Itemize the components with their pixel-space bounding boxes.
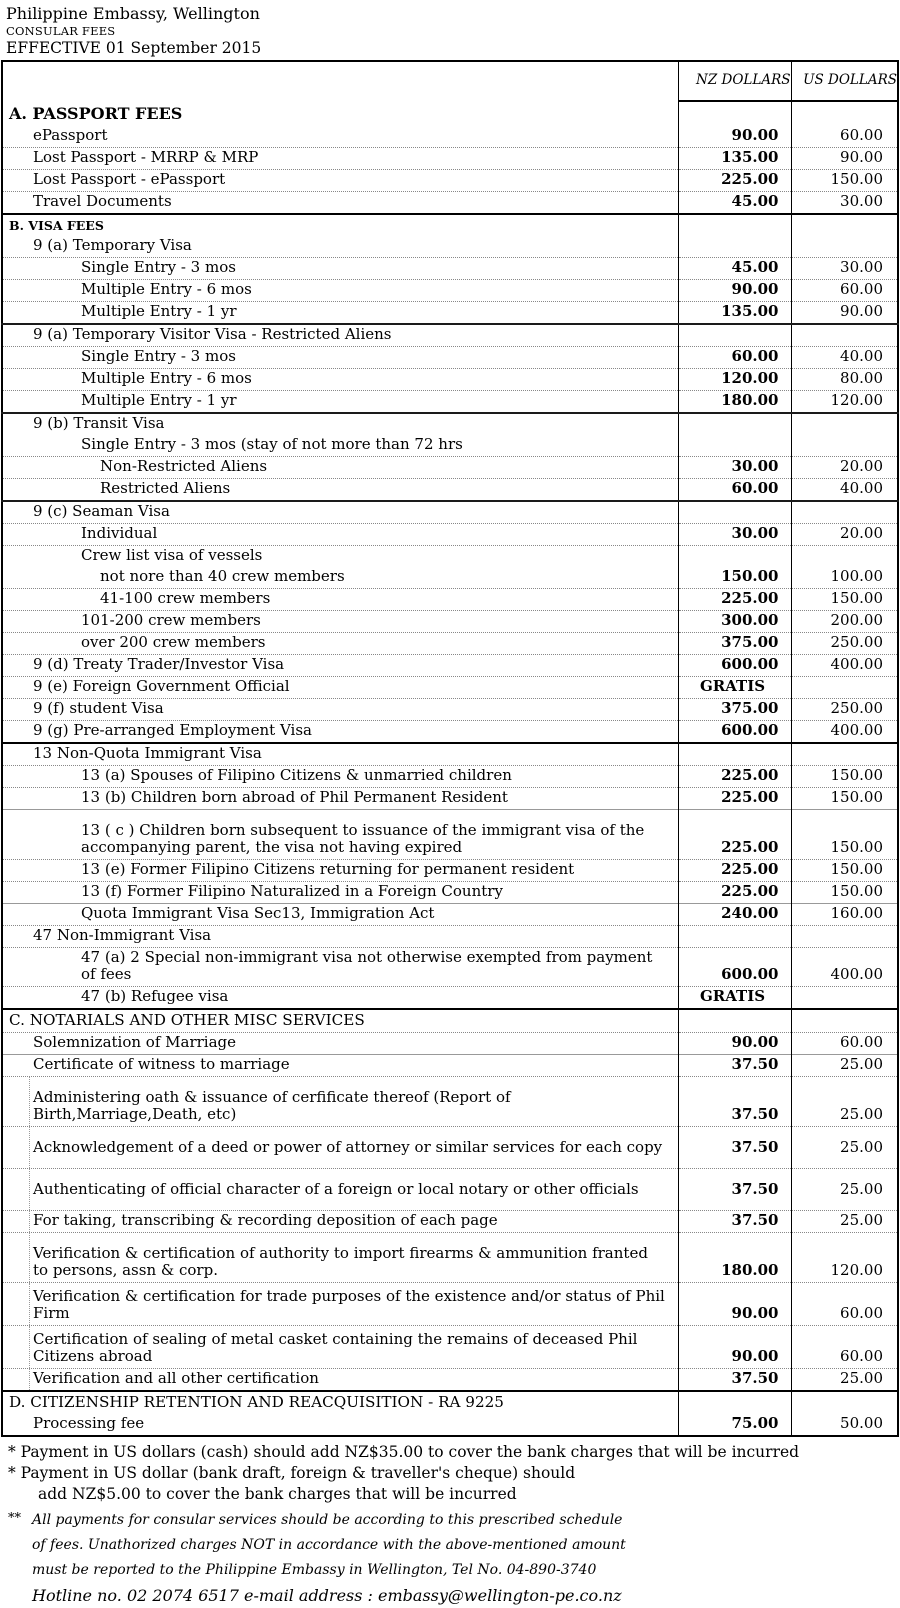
fee-label: 13 (e) Former Filipino Citizens returning for permanent resident [2, 860, 678, 882]
fee-label: 9 (c) Seaman Visa [2, 501, 678, 524]
us-value [791, 236, 898, 258]
nz-value [678, 324, 791, 347]
fee-label: B. VISA FEES [2, 214, 678, 236]
nz-value: 150.00 [678, 567, 791, 589]
us-value: 25.00 [791, 1055, 898, 1077]
us-value [791, 926, 898, 948]
nz-value: GRATIS [678, 987, 791, 1010]
fee-row [2, 882, 898, 904]
nz-value [678, 101, 791, 126]
fee-label: Single Entry - 3 mos [2, 258, 678, 280]
fee-row [2, 391, 898, 414]
fee-label: Multiple Entry - 1 yr [2, 391, 678, 414]
us-value: 150.00 [791, 860, 898, 882]
fee-label: 13 (f) Former Filipino Naturalized in a Foreign Country [2, 882, 678, 904]
fee-label: Certification of sealing of metal casket containing the remains of deceased Phil Citizens abroad [2, 1326, 678, 1369]
fee-label: 101-200 crew members [2, 611, 678, 633]
nz-value: 375.00 [678, 633, 791, 655]
us-value: 120.00 [791, 391, 898, 414]
fee-row [2, 699, 898, 721]
fee-label: D. CITIZENSHIP RETENTION AND REACQUISITION - RA 9225 [2, 1391, 678, 1414]
nz-value: 225.00 [678, 810, 791, 860]
fee-label: 13 (b) Children born abroad of Phil Permanent Resident [2, 788, 678, 810]
fee-row [2, 302, 898, 325]
fee-row [2, 677, 898, 699]
nz-value [678, 501, 791, 524]
fee-row [2, 435, 898, 457]
fee-row [2, 766, 898, 788]
fee-row [2, 567, 898, 589]
nz-value: GRATIS [678, 677, 791, 699]
nz-value: 225.00 [678, 589, 791, 611]
us-value: 250.00 [791, 699, 898, 721]
document-header [0, 0, 900, 60]
fee-row [2, 347, 898, 369]
fee-row [2, 369, 898, 391]
us-value: 60.00 [791, 126, 898, 148]
fee-label: 9 (a) Temporary Visitor Visa - Restricted Aliens [2, 324, 678, 347]
section-row [2, 1009, 898, 1033]
fee-label: For taking, transcribing & recording deposition of each page [2, 1211, 678, 1233]
us-value [791, 677, 898, 699]
us-value: 60.00 [791, 1033, 898, 1055]
nz-value: 600.00 [678, 721, 791, 744]
us-value [791, 501, 898, 524]
nz-value: 30.00 [678, 457, 791, 479]
us-value: 80.00 [791, 369, 898, 391]
us-value [791, 435, 898, 457]
us-value: 150.00 [791, 788, 898, 810]
description-column-header [2, 61, 678, 101]
consular-fees-table [1, 60, 899, 1437]
us-value: 25.00 [791, 1127, 898, 1169]
fee-label: 9 (d) Treaty Trader/Investor Visa [2, 655, 678, 677]
nz-value [678, 435, 791, 457]
us-value: 60.00 [791, 280, 898, 302]
us-value [791, 101, 898, 126]
nz-value: 90.00 [678, 1033, 791, 1055]
us-value: 150.00 [791, 882, 898, 904]
fee-label: 13 Non-Quota Immigrant Visa [2, 743, 678, 766]
fee-row [2, 1326, 898, 1369]
fee-row [2, 457, 898, 479]
fee-label: Single Entry - 3 mos [2, 347, 678, 369]
us-value: 160.00 [791, 904, 898, 926]
nz-value [678, 1009, 791, 1033]
fee-label: 9 (f) student Visa [2, 699, 678, 721]
fee-label: over 200 crew members [2, 633, 678, 655]
us-value: 40.00 [791, 347, 898, 369]
nz-value: 45.00 [678, 192, 791, 215]
us-value [791, 1391, 898, 1414]
nz-value [678, 546, 791, 568]
fee-row [2, 1077, 898, 1127]
nz-value [678, 1391, 791, 1414]
nz-value: 60.00 [678, 479, 791, 502]
fee-label: 9 (e) Foreign Government Official [2, 677, 678, 699]
fee-row [2, 1233, 898, 1283]
fee-label: Lost Passport - MRRP & MRP [2, 148, 678, 170]
fee-label: Processing fee [33, 1414, 145, 1432]
us-value: 200.00 [791, 611, 898, 633]
footnote-italic-line: Hotline no. 02 2074 6517 e-mail address : embassy@wellington-pe.co.nz [32, 1586, 622, 1605]
footnote-italic-line: of fees. Unathorized charges NOT in accordance with the above-mentioned amount [32, 1537, 626, 1553]
nz-value: 75.00 [678, 1414, 791, 1436]
nz-value: 135.00 [678, 302, 791, 325]
us-value [791, 324, 898, 347]
fee-row [2, 904, 898, 926]
fee-label: Administering oath & issuance of cerfificate thereof (Report of Birth,Marriage,Death, etc) [2, 1077, 678, 1127]
fee-row [2, 633, 898, 655]
nz-value: 300.00 [678, 611, 791, 633]
nz-value: 90.00 [678, 1283, 791, 1326]
footnote-italic-line: must be reported to the Philippine Embassy in Wellington, Tel No. 04-890-3740 [32, 1562, 597, 1578]
nz-value: 30.00 [678, 524, 791, 546]
fee-row [2, 721, 898, 744]
us-value [791, 546, 898, 568]
fee-label: 13 (a) Spouses of Filipino Citizens & unmarried children [2, 766, 678, 788]
nz-value [678, 926, 791, 948]
nz-value: 90.00 [678, 126, 791, 148]
us-value [791, 987, 898, 1010]
us-value: 400.00 [791, 948, 898, 987]
fee-label: 9 (g) Pre-arranged Employment Visa [2, 721, 678, 744]
fee-label: ePassport [33, 126, 108, 144]
nz-value: 600.00 [678, 948, 791, 987]
fee-row [2, 413, 898, 435]
us-value: 50.00 [791, 1414, 898, 1436]
nz-value: 37.50 [678, 1169, 791, 1211]
fee-row [2, 324, 898, 347]
fee-label: Multiple Entry - 6 mos [2, 369, 678, 391]
fee-row [2, 810, 898, 860]
fee-row [2, 948, 898, 987]
fee-table-body [2, 101, 898, 1436]
footnote-draft-line1: * Payment in US dollar (bank draft, foreign & traveller's cheque) should [8, 1464, 576, 1482]
effective-date: EFFECTIVE 01 September 2015 [6, 39, 262, 57]
fee-row [2, 1127, 898, 1169]
fee-label: Quota Immigrant Visa Sec13, Immigration Act [2, 904, 678, 926]
us-value: 90.00 [791, 148, 898, 170]
fee-row [2, 1211, 898, 1233]
us-value: 30.00 [791, 192, 898, 215]
us-value [791, 743, 898, 766]
fee-label: Multiple Entry - 1 yr [2, 302, 678, 325]
us-value: 20.00 [791, 524, 898, 546]
nz-value: 225.00 [678, 788, 791, 810]
fee-row [2, 1414, 898, 1436]
footnote-prescribed-block [8, 1508, 900, 1608]
double-asterisk-marker: ** [8, 1511, 21, 1526]
us-value: 40.00 [791, 479, 898, 502]
nz-value: 225.00 [678, 766, 791, 788]
fee-row [2, 860, 898, 882]
us-value: 150.00 [791, 170, 898, 192]
fee-label: Individual [2, 524, 678, 546]
section-row [2, 1391, 898, 1414]
nz-value: 600.00 [678, 655, 791, 677]
section-row [2, 101, 898, 126]
fee-label: 41-100 crew members [2, 589, 678, 611]
fee-row [2, 589, 898, 611]
nz-value: 180.00 [678, 1233, 791, 1283]
fee-row [2, 611, 898, 633]
nz-value: 90.00 [678, 1326, 791, 1369]
fee-label: Authenticating of official character of a foreign or local notary or other officials [2, 1169, 678, 1211]
fee-label: Restricted Aliens [2, 479, 678, 502]
fee-label: Verification and all other certification [2, 1369, 678, 1392]
fee-label: 47 Non-Immigrant Visa [2, 926, 678, 948]
fee-row [2, 280, 898, 302]
nz-value: 37.50 [678, 1211, 791, 1233]
us-value: 25.00 [791, 1169, 898, 1211]
fee-label: 9 (a) Temporary Visa [33, 236, 192, 254]
page-title: Philippine Embassy, Wellington [6, 4, 260, 23]
fee-row [2, 987, 898, 1010]
fee-row [2, 1369, 898, 1392]
nz-value: 45.00 [678, 258, 791, 280]
fee-row [2, 192, 898, 215]
us-value: 400.00 [791, 655, 898, 677]
us-dollars-column-header: US DOLLARS [791, 61, 898, 101]
fee-label: C. NOTARIALS AND OTHER MISC SERVICES [2, 1009, 678, 1033]
nz-value [678, 214, 791, 236]
us-value [791, 214, 898, 236]
fee-row [2, 524, 898, 546]
fee-label: A. PASSPORT FEES [9, 104, 183, 123]
fee-label: Acknowledgement of a deed or power of attorney or similar services for each copy [2, 1127, 678, 1169]
us-value: 25.00 [791, 1369, 898, 1392]
us-value: 120.00 [791, 1233, 898, 1283]
fee-label: 47 (b) Refugee visa [2, 987, 678, 1010]
fee-row [2, 501, 898, 524]
fee-row [2, 236, 898, 258]
fee-label: Multiple Entry - 6 mos [2, 280, 678, 302]
nz-value: 120.00 [678, 369, 791, 391]
nz-value [678, 236, 791, 258]
fee-row [2, 1169, 898, 1211]
footnote-draft-line2: add NZ$5.00 to cover the bank charges that will be incurred [38, 1485, 517, 1503]
fee-label: Certificate of witness to marriage [2, 1055, 678, 1077]
us-value: 150.00 [791, 810, 898, 860]
fee-row [2, 1033, 898, 1055]
nz-value: 37.50 [678, 1055, 791, 1077]
footnotes [0, 1437, 900, 1608]
fee-label: Solemnization of Marriage [2, 1033, 678, 1055]
us-value: 20.00 [791, 457, 898, 479]
fee-row [2, 258, 898, 280]
us-value: 25.00 [791, 1211, 898, 1233]
nz-value: 37.50 [678, 1369, 791, 1392]
nz-value: 37.50 [678, 1077, 791, 1127]
us-value: 90.00 [791, 302, 898, 325]
us-value: 60.00 [791, 1283, 898, 1326]
us-value [791, 413, 898, 435]
nz-value: 240.00 [678, 904, 791, 926]
footnote-cash: * Payment in US dollars (cash) should add NZ$35.00 to cover the bank charges that will be incurred [8, 1443, 800, 1461]
nz-value: 225.00 [678, 170, 791, 192]
nz-value: 135.00 [678, 148, 791, 170]
fee-row [2, 743, 898, 766]
us-value: 150.00 [791, 766, 898, 788]
us-value [791, 1009, 898, 1033]
us-value: 30.00 [791, 258, 898, 280]
table-header-row [2, 61, 898, 101]
page-subtitle: CONSULAR FEES [6, 24, 116, 38]
fee-label: Non-Restricted Aliens [2, 457, 678, 479]
fee-row [2, 1055, 898, 1077]
fee-label: Lost Passport - ePassport [2, 170, 678, 192]
fee-label: 9 (b) Transit Visa [2, 413, 678, 435]
note-italic-lines [32, 1508, 626, 1608]
nz-value: 37.50 [678, 1127, 791, 1169]
footnote-italic-line: All payments for consular services should be according to this prescribed schedule [32, 1512, 623, 1528]
us-value: 25.00 [791, 1077, 898, 1127]
nz-value [678, 743, 791, 766]
fee-row [2, 926, 898, 948]
fee-row [2, 1283, 898, 1326]
fee-row [2, 170, 898, 192]
nz-value: 180.00 [678, 391, 791, 414]
fee-label: Verification & certification of authority to import firearms & ammunition franted to persons, assn & corp. [2, 1233, 678, 1283]
fee-label: Single Entry - 3 mos (stay of not more than 72 hrs [81, 435, 463, 453]
fee-label: Travel Documents [2, 192, 678, 215]
fee-row [2, 148, 898, 170]
us-value: 100.00 [791, 567, 898, 589]
fee-row [2, 546, 898, 568]
fee-row [2, 126, 898, 148]
nz-value: 225.00 [678, 860, 791, 882]
fee-row [2, 479, 898, 502]
nz-value: 60.00 [678, 347, 791, 369]
fee-label: Crew list visa of vessels [2, 546, 678, 568]
fee-row [2, 788, 898, 810]
fee-label: 13 ( c ) Children born subsequent to issuance of the immigrant visa of the accompanying parent, the visa not having expired [2, 810, 678, 860]
nz-value [678, 413, 791, 435]
us-value: 400.00 [791, 721, 898, 744]
section-row [2, 214, 898, 236]
nz-value: 225.00 [678, 882, 791, 904]
us-value: 150.00 [791, 589, 898, 611]
nz-dollars-column-header: NZ DOLLARS [678, 61, 791, 101]
us-value: 250.00 [791, 633, 898, 655]
fee-label: 47 (a) 2 Special non-immigrant visa not otherwise exempted from payment of fees [2, 948, 678, 987]
fee-row [2, 655, 898, 677]
nz-value: 375.00 [678, 699, 791, 721]
us-value: 60.00 [791, 1326, 898, 1369]
fee-label: not nore than 40 crew members [100, 567, 345, 585]
nz-value: 90.00 [678, 280, 791, 302]
fee-label: Verification & certification for trade purposes of the existence and/or status of Phil Firm [2, 1283, 678, 1326]
